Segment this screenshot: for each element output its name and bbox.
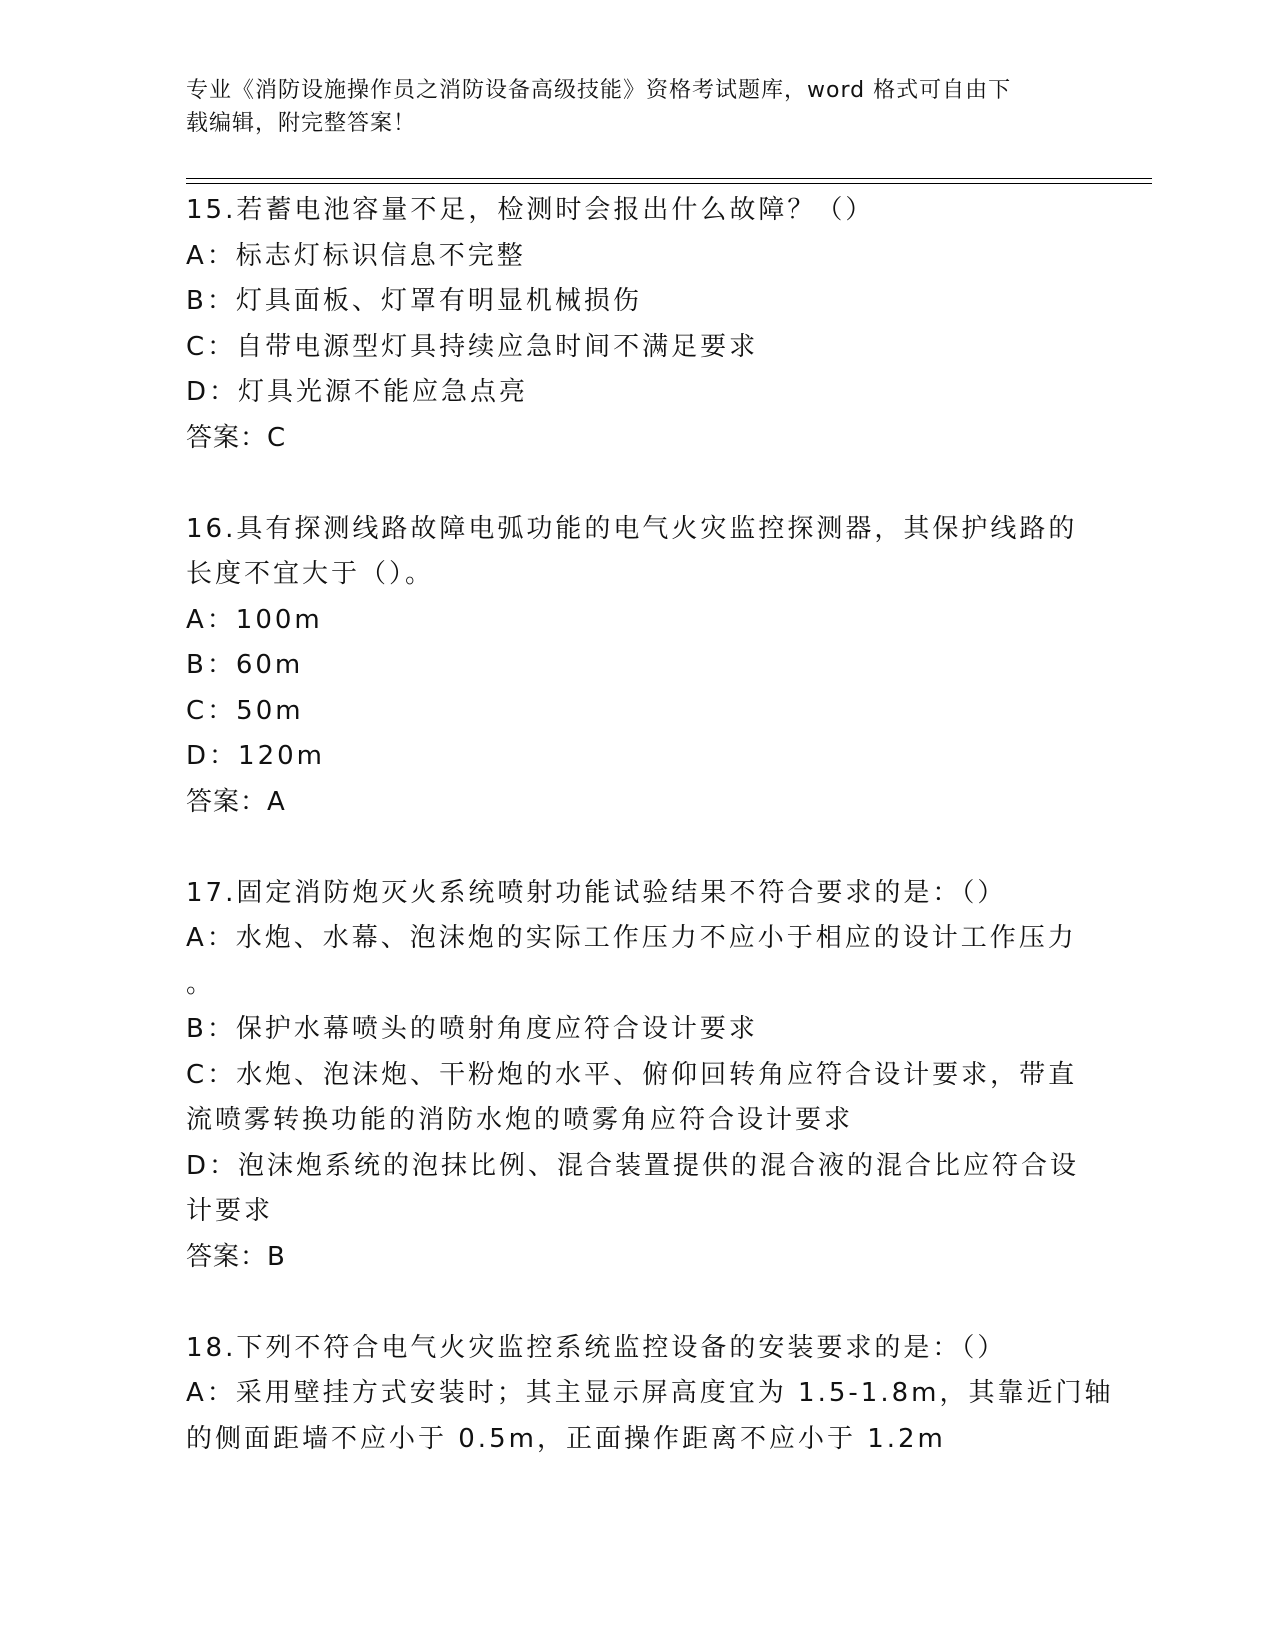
header-divider-bottom	[186, 183, 1152, 184]
header-line-1: 专业《消防设施操作员之消防设备高级技能》资格考试题库，word 格式可自由下	[186, 78, 1012, 103]
option-d-continued: 计要求	[186, 1196, 274, 1226]
document-header	[186, 74, 1066, 140]
question-17	[186, 871, 1086, 1281]
option-d: D：泡沫炮系统的泡抹比例、混合装置提供的混合液的混合比应符合设	[186, 1150, 1080, 1181]
option-a: A：100m	[186, 604, 323, 635]
question-16	[186, 507, 1086, 826]
spacer	[186, 1280, 1086, 1326]
header-line-2: 载编辑，附完整答案！	[186, 111, 417, 136]
question-stem: 15.若蓄电池容量不足，检测时会报出什么故障？（）	[186, 195, 875, 225]
question-18	[186, 1326, 1114, 1463]
option-a: A：标志灯标识信息不完整	[186, 240, 526, 271]
question-15	[186, 188, 1086, 461]
option-a-continued: 。	[186, 968, 216, 999]
option-b: B：保护水幕喷头的喷射角度应符合设计要求	[186, 1014, 758, 1044]
question-list	[186, 188, 1114, 1462]
answer-line: 答案：C	[186, 422, 287, 453]
spacer	[186, 825, 1086, 871]
option-b: B：60m	[186, 650, 304, 680]
option-c: C：自带电源型灯具持续应急时间不满足要求	[186, 331, 759, 362]
answer-line: 答案：B	[186, 1241, 286, 1272]
option-b: B：灯具面板、灯罩有明显机械损伤	[186, 286, 642, 316]
option-c-continued: 流喷雾转换功能的消防水炮的喷雾角应符合设计要求	[186, 1105, 854, 1135]
option-a-continued: 的侧面距墙不应小于 0.5m，正面操作距离不应小于 1.2m	[186, 1423, 946, 1454]
question-stem: 16.具有探测线路故障电弧功能的电气火灾监控探测器，其保护线路的	[186, 513, 1078, 544]
option-d: D：120m	[186, 741, 325, 771]
option-c: C：水炮、泡沫炮、干粉炮的水平、俯仰回转角应符合设计要求，带直	[186, 1059, 1078, 1090]
option-c: C：50m	[186, 695, 304, 726]
spacer	[186, 461, 1086, 507]
question-stem-continued: 长度不宜大于（）。	[186, 559, 435, 589]
answer-line: 答案：A	[186, 786, 286, 817]
question-stem: 17.固定消防炮灭火系统喷射功能试验结果不符合要求的是：（）	[186, 877, 1007, 908]
question-stem: 18.下列不符合电气火灾监控系统监控设备的安装要求的是：（）	[186, 1332, 1007, 1363]
option-a: A：水炮、水幕、泡沫炮的实际工作压力不应小于相应的设计工作压力	[186, 923, 1077, 953]
option-a: A：采用壁挂方式安装时；其主显示屏高度宜为 1.5-1.8m，其靠近门轴	[186, 1378, 1114, 1408]
header-divider-top	[186, 178, 1152, 179]
option-d: D：灯具光源不能应急点亮	[186, 377, 529, 407]
